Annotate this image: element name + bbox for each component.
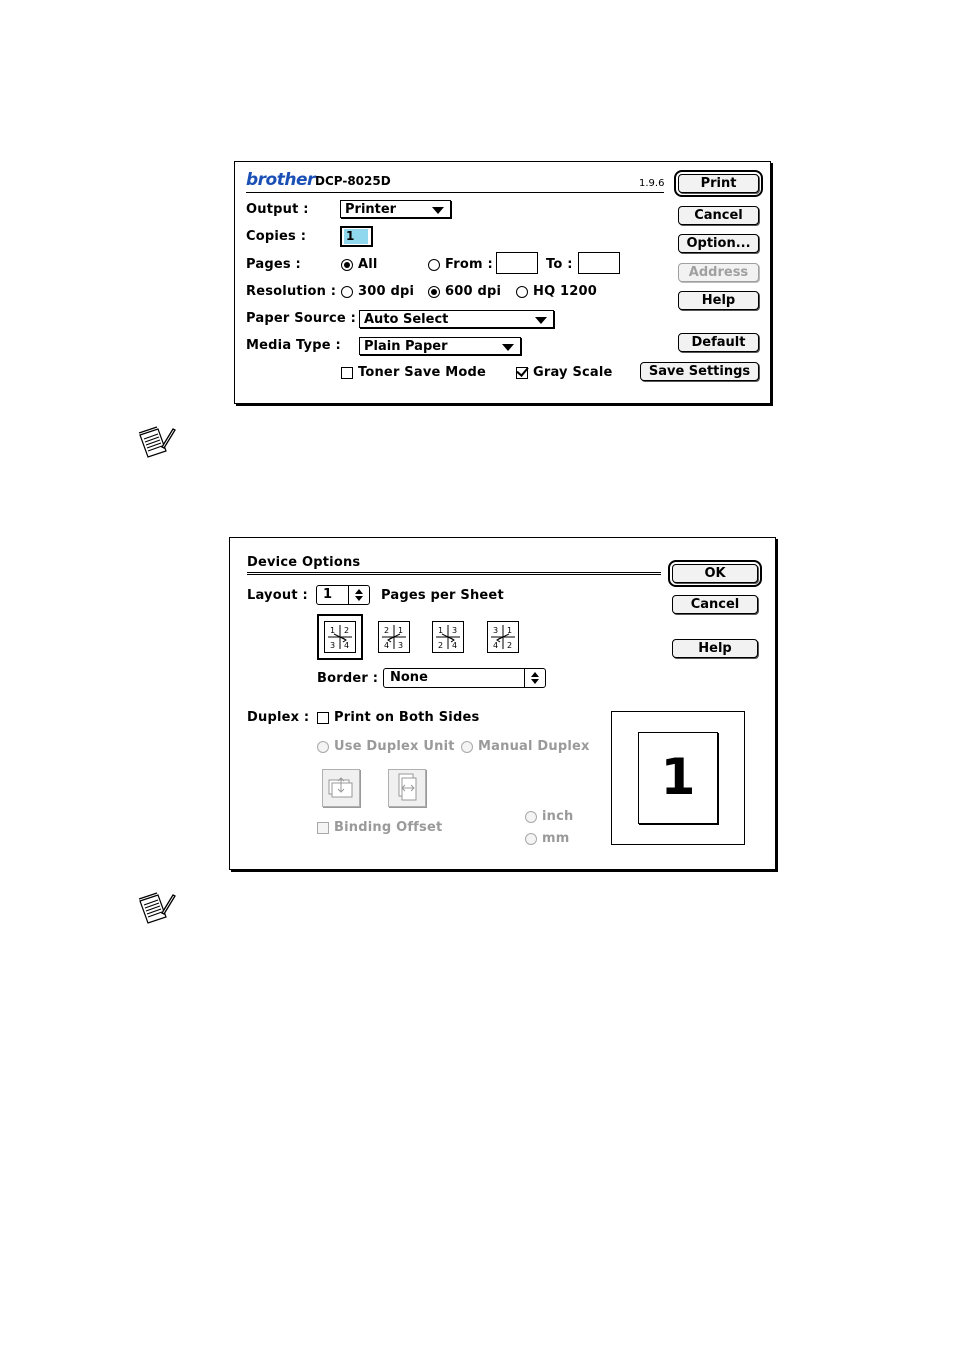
pages-to-input[interactable] [578,252,620,274]
gray-scale-label: Gray Scale [533,365,613,380]
border-select[interactable] [383,668,546,688]
default-button[interactable]: Default [678,333,759,352]
save-settings-button[interactable]: Save Settings [640,362,759,381]
use-duplex-unit-label: Use Duplex Unit [334,739,455,754]
brand-logo: brother [246,170,315,190]
chevron-down-icon [535,317,547,324]
cancel-button[interactable]: Cancel [672,595,758,614]
unit-mm-radio[interactable] [525,833,537,845]
toner-save-checkbox[interactable] [341,367,353,379]
page-preview [611,711,745,845]
res-300-radio[interactable] [341,286,353,298]
layout-number: 1 [398,626,404,635]
binding-offset-checkbox[interactable] [317,822,329,834]
layout-number: 2 [438,641,444,650]
stepper-arrows-icon [348,586,369,604]
version-text: 1.9.6 [639,178,665,189]
device-options-dialog [229,537,776,870]
copies-input[interactable] [340,226,373,247]
layout-number: 2 [344,626,350,635]
layout-number: 1 [330,626,336,635]
ok-button[interactable]: OK [672,564,758,583]
use-duplex-unit-radio[interactable] [317,741,329,753]
output-label: Output : [246,202,309,217]
cancel-button[interactable]: Cancel [678,206,759,225]
duplex-short-edge-icon[interactable] [388,769,426,807]
layout-label: Layout : [247,588,308,603]
layout-number: 2 [507,641,513,650]
res-hq-radio[interactable] [516,286,528,298]
media-type-value: Plain Paper [364,339,448,354]
chevron-down-icon [432,207,444,214]
unit-inch-radio[interactable] [525,811,537,823]
toner-save-label: Toner Save Mode [358,365,487,380]
layout-order-1-icon[interactable] [324,621,356,653]
stepper-arrows-icon [524,669,545,687]
layout-order-3-icon[interactable] [432,621,464,653]
title-divider-2 [247,574,661,575]
res-300-label: 300 dpi [358,284,415,299]
flip-short-edge-icon [389,770,425,806]
layout-number: 4 [452,641,458,650]
header-divider [246,192,664,193]
title-divider [247,572,661,573]
manual-duplex-radio[interactable] [461,741,473,753]
copies-value: 1 [344,229,368,244]
layout-number: 3 [452,626,458,635]
print-both-sides-label: Print on Both Sides [334,710,480,725]
device-options-title: Device Options [247,555,361,570]
unit-mm-label: mm [542,831,570,846]
layout-order-4-icon[interactable] [487,621,519,653]
flip-long-edge-icon [323,770,359,806]
duplex-long-edge-icon[interactable] [322,769,360,807]
print-button[interactable]: Print [678,174,759,193]
help-button[interactable]: Help [672,639,758,658]
pages-all-radio[interactable] [341,259,353,271]
print-both-sides-checkbox[interactable] [317,712,329,724]
layout-stepper[interactable] [316,585,370,605]
media-type-select[interactable] [359,337,521,355]
print-dialog [234,161,771,404]
chevron-down-icon [502,344,514,351]
border-label: Border : [317,671,379,686]
layout-number: 4 [493,641,499,650]
border-value: None [390,670,428,685]
media-type-label: Media Type : [246,338,341,353]
pages-per-sheet-label: Pages per Sheet [381,588,504,603]
unit-inch-label: inch [542,809,574,824]
paper-source-select[interactable] [359,310,554,328]
manual-duplex-label: Manual Duplex [478,739,590,754]
note-pad-icon [136,425,176,461]
layout-number: 3 [398,641,404,650]
paper-source-label: Paper Source : [246,311,357,326]
model-name: DCP-8025D [315,174,391,188]
pages-label: Pages : [246,257,301,272]
layout-value: 1 [323,587,333,602]
layout-number: 1 [507,626,513,635]
pages-from-input[interactable] [496,252,538,274]
gray-scale-checkbox[interactable] [516,367,528,379]
output-select[interactable] [340,200,451,218]
output-select-value: Printer [345,202,397,217]
layout-number: 3 [330,641,336,650]
resolution-label: Resolution : [246,284,337,299]
option-button[interactable]: Option... [678,234,759,253]
res-600-label: 600 dpi [445,284,502,299]
layout-number: 2 [384,626,390,635]
copies-label: Copies : [246,229,307,244]
pages-from-label: From : [445,257,493,272]
pages-from-radio[interactable] [428,259,440,271]
duplex-label: Duplex : [247,710,310,725]
layout-number: 4 [344,641,350,650]
pages-to-label: To : [546,257,573,272]
binding-offset-label: Binding Offset [334,820,443,835]
preview-sheet [638,732,718,824]
paper-source-value: Auto Select [364,312,449,327]
res-600-radio[interactable] [428,286,440,298]
preview-page-number: 1 [660,748,696,806]
layout-number: 4 [384,641,390,650]
pages-all-label: All [358,257,378,272]
address-button[interactable]: Address [678,263,759,282]
help-button[interactable]: Help [678,291,759,310]
note-pad-icon [136,891,176,927]
res-hq-label: HQ 1200 [533,284,598,299]
layout-order-2-icon[interactable] [378,621,410,653]
layout-number: 1 [438,626,444,635]
layout-number: 3 [493,626,499,635]
